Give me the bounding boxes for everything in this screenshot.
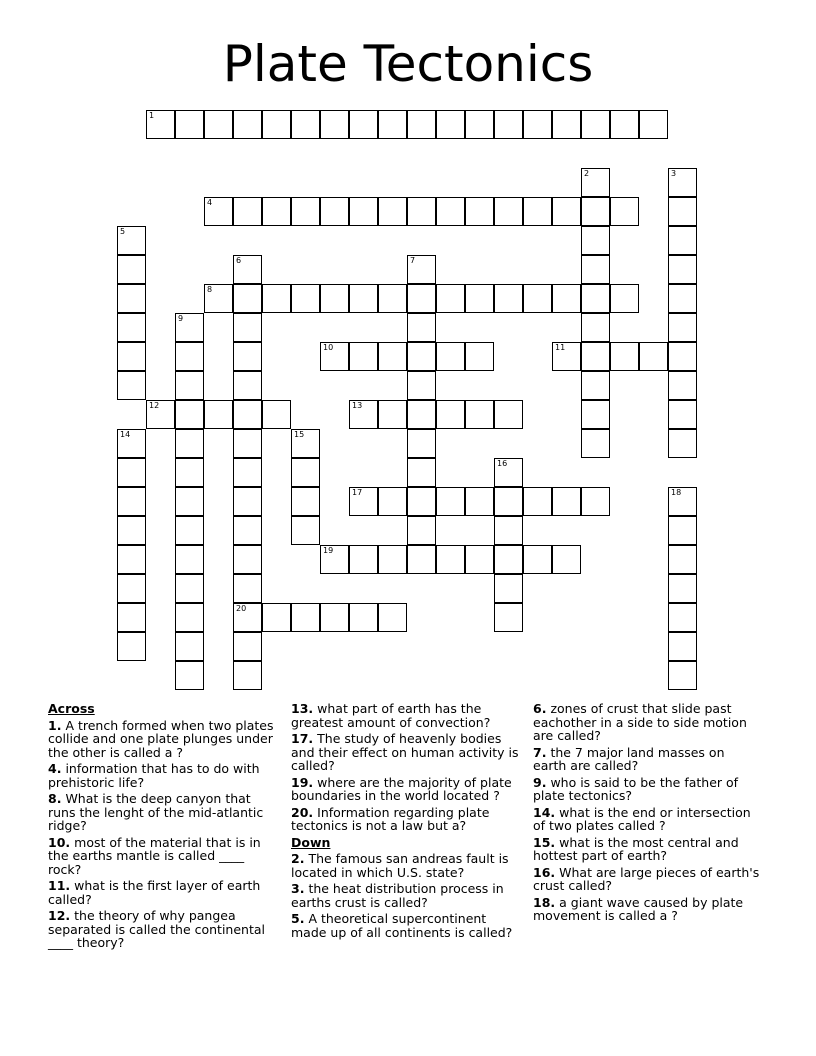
grid-cell[interactable] — [233, 632, 262, 661]
grid-cell[interactable] — [117, 226, 146, 255]
grid-cell[interactable] — [262, 284, 291, 313]
grid-cell[interactable] — [407, 545, 436, 574]
grid-cell[interactable] — [175, 632, 204, 661]
across-clue-8: 8. What is the deep canyon that runs the lenght of the mid-atlantic ridge? — [48, 791, 264, 833]
grid-cell[interactable] — [146, 110, 175, 139]
grid-cell[interactable] — [668, 545, 697, 574]
grid-cell[interactable] — [378, 545, 407, 574]
grid-cell[interactable] — [146, 400, 175, 429]
grid-cell[interactable] — [436, 400, 465, 429]
grid-cell[interactable] — [668, 516, 697, 545]
grid-cell[interactable] — [668, 661, 697, 690]
grid-cell[interactable] — [581, 400, 610, 429]
grid-cell[interactable] — [581, 371, 610, 400]
grid-cell[interactable] — [552, 487, 581, 516]
grid-cell[interactable] — [494, 110, 523, 139]
grid-cell[interactable] — [291, 487, 320, 516]
clue-number: 18 — [671, 488, 682, 497]
grid-cell[interactable] — [175, 516, 204, 545]
grid-cell[interactable] — [378, 197, 407, 226]
grid-cell[interactable] — [117, 255, 146, 284]
clue-number: 10 — [323, 343, 334, 352]
grid-cell[interactable] — [523, 487, 552, 516]
clue-number: 1 — [149, 111, 155, 120]
grid-cell[interactable] — [494, 400, 523, 429]
grid-cell[interactable] — [465, 110, 494, 139]
grid-cell[interactable] — [175, 603, 204, 632]
grid-cell[interactable] — [117, 603, 146, 632]
grid-cell[interactable] — [233, 545, 262, 574]
grid-cell[interactable] — [494, 487, 523, 516]
grid-cell[interactable] — [581, 168, 610, 197]
grid-cell[interactable] — [581, 110, 610, 139]
grid-cell[interactable] — [668, 284, 697, 313]
grid-cell[interactable] — [407, 458, 436, 487]
grid-cell[interactable] — [233, 429, 262, 458]
grid-cell[interactable] — [523, 197, 552, 226]
clue-number: 13 — [352, 401, 363, 410]
grid-cell[interactable] — [233, 313, 262, 342]
clue-number: 2 — [584, 169, 590, 178]
clue-column-1 — [48, 702, 276, 953]
down-clue-9: 9. who is said to be the father of plate tectonics? — [533, 774, 739, 803]
grid-cell[interactable] — [175, 429, 204, 458]
grid-cell[interactable] — [668, 313, 697, 342]
across-clue-17: 17. The study of heavenly bodies and their effect on human activity is called? — [291, 731, 519, 773]
grid-cell[interactable] — [175, 313, 204, 342]
grid-cell[interactable] — [291, 110, 320, 139]
down-clue-18: 18. a giant wave caused by plate movement is called a ? — [533, 894, 744, 923]
down-heading: Down — [291, 834, 331, 850]
clue-number: 20 — [236, 604, 247, 613]
grid-cell[interactable] — [465, 197, 494, 226]
page-title: Plate Tectonics — [222, 35, 594, 93]
across-clue-20: 20. Information regarding plate tectonics is not a law but a? — [291, 804, 490, 833]
clue-number: 12 — [149, 401, 160, 410]
grid-cell[interactable] — [494, 284, 523, 313]
grid-cell[interactable] — [639, 110, 668, 139]
grid-cell[interactable] — [552, 545, 581, 574]
clue-number: 7 — [410, 256, 416, 265]
grid-cell[interactable] — [494, 603, 523, 632]
grid-cell[interactable] — [407, 255, 436, 284]
grid-cell[interactable] — [233, 661, 262, 690]
grid-cell[interactable] — [668, 574, 697, 603]
across-clue-1: 1. A trench formed when two plates collide and one plate plunges under the other is called a ? — [48, 717, 274, 760]
down-clue-2: 2. The famous san andreas fault is located in which U.S. state? — [291, 851, 509, 880]
grid-cell[interactable] — [407, 110, 436, 139]
grid-cell[interactable] — [175, 110, 204, 139]
grid-cell[interactable] — [117, 632, 146, 661]
grid-cell[interactable] — [581, 255, 610, 284]
grid-cell[interactable] — [581, 313, 610, 342]
grid-cell[interactable] — [378, 400, 407, 429]
grid-cell[interactable] — [668, 400, 697, 429]
grid-cell[interactable] — [262, 197, 291, 226]
grid-cell[interactable] — [407, 516, 436, 545]
grid-cell[interactable] — [552, 110, 581, 139]
down-clue-6: 6. zones of crust that slide past eachother in a side to side motion are called? — [533, 701, 747, 743]
grid-cell[interactable] — [436, 284, 465, 313]
grid-cell[interactable] — [378, 603, 407, 632]
grid-cell[interactable] — [581, 487, 610, 516]
grid-cell[interactable] — [349, 284, 378, 313]
grid-cell[interactable] — [581, 226, 610, 255]
grid-cell[interactable] — [494, 545, 523, 574]
grid-cell[interactable] — [407, 429, 436, 458]
grid-cell[interactable] — [117, 516, 146, 545]
down-clue-7: 7. the 7 major land masses on earth are called? — [533, 744, 725, 773]
grid-cell[interactable] — [436, 197, 465, 226]
grid-cell[interactable] — [349, 110, 378, 139]
clue-number: 15 — [294, 430, 305, 439]
clue-number: 8 — [207, 285, 213, 294]
grid-cell[interactable] — [523, 284, 552, 313]
grid-cell[interactable] — [233, 371, 262, 400]
across-heading: Across — [48, 701, 95, 716]
grid-cell[interactable] — [378, 284, 407, 313]
grid-cell[interactable] — [291, 603, 320, 632]
grid-cell[interactable] — [523, 110, 552, 139]
grid-cell[interactable] — [204, 400, 233, 429]
grid-cell[interactable] — [320, 603, 349, 632]
grid-cell[interactable] — [320, 284, 349, 313]
grid-cell[interactable] — [117, 545, 146, 574]
grid-cell[interactable] — [233, 197, 262, 226]
grid-cell[interactable] — [349, 603, 378, 632]
clue-number: 19 — [323, 546, 334, 555]
grid-cell[interactable] — [204, 197, 233, 226]
grid-cell[interactable] — [610, 110, 639, 139]
grid-cell[interactable] — [175, 400, 204, 429]
grid-cell[interactable] — [262, 110, 291, 139]
grid-cell[interactable] — [117, 429, 146, 458]
grid-cell[interactable] — [175, 574, 204, 603]
grid-cell[interactable] — [349, 197, 378, 226]
grid-cell[interactable] — [465, 342, 494, 371]
grid-cell[interactable] — [465, 487, 494, 516]
grid-cell[interactable] — [668, 603, 697, 632]
grid-cell[interactable] — [552, 284, 581, 313]
grid-cell[interactable] — [552, 342, 581, 371]
down-clue-14: 14. what is the end or intersection of two plates called ? — [533, 804, 751, 833]
grid-cell[interactable] — [175, 371, 204, 400]
grid-cell[interactable] — [610, 342, 639, 371]
clue-column-2 — [291, 702, 519, 942]
grid-cell[interactable] — [175, 342, 204, 371]
grid-cell[interactable] — [465, 545, 494, 574]
grid-cell[interactable] — [668, 487, 697, 516]
grid-cell[interactable] — [668, 168, 697, 197]
grid-cell[interactable] — [378, 487, 407, 516]
grid-cell[interactable] — [465, 400, 494, 429]
grid-cell[interactable] — [407, 371, 436, 400]
grid-cell[interactable] — [465, 284, 494, 313]
grid-cell[interactable] — [407, 487, 436, 516]
grid-cell[interactable] — [436, 545, 465, 574]
grid-cell[interactable] — [233, 255, 262, 284]
grid-cell[interactable] — [117, 313, 146, 342]
across-clue-4: 4. information that has to do with prehistoric life? — [48, 761, 260, 790]
grid-cell[interactable] — [581, 284, 610, 313]
grid-cell[interactable] — [378, 342, 407, 371]
grid-cell[interactable] — [233, 342, 262, 371]
across-clue-19: 19. where are the majority of plate boundaries in the world located ? — [291, 774, 512, 803]
grid-cell[interactable] — [349, 545, 378, 574]
grid-cell[interactable] — [291, 197, 320, 226]
across-clue-11: 11. what is the first layer of earth called? — [48, 878, 261, 907]
grid-cell[interactable] — [320, 197, 349, 226]
grid-cell[interactable] — [233, 284, 262, 313]
grid-cell[interactable] — [175, 487, 204, 516]
clue-number: 3 — [671, 169, 677, 178]
grid-cell[interactable] — [552, 197, 581, 226]
grid-cell[interactable] — [407, 313, 436, 342]
grid-cell[interactable] — [117, 458, 146, 487]
clue-number: 11 — [555, 343, 566, 352]
grid-cell[interactable] — [407, 197, 436, 226]
grid-cell[interactable] — [668, 429, 697, 458]
grid-cell[interactable] — [233, 400, 262, 429]
grid-cell[interactable] — [117, 284, 146, 313]
grid-cell[interactable] — [117, 487, 146, 516]
grid-cell[interactable] — [320, 342, 349, 371]
grid-cell[interactable] — [175, 661, 204, 690]
grid-cell[interactable] — [436, 110, 465, 139]
grid-cell[interactable] — [204, 110, 233, 139]
clue-number: 9 — [178, 314, 184, 323]
grid-cell[interactable] — [349, 342, 378, 371]
across-clue-12: 12. the theory of why pangea separated is called the continental ____ theory? — [48, 908, 266, 950]
clue-number: 4 — [207, 198, 213, 207]
grid-cell[interactable] — [378, 110, 407, 139]
grid-cell[interactable] — [175, 545, 204, 574]
grid-cell[interactable] — [262, 400, 291, 429]
clue-number: 6 — [236, 256, 242, 265]
down-clue-5: 5. A theoretical supercontinent made up of all continents is called? — [291, 911, 513, 940]
grid-cell[interactable] — [581, 342, 610, 371]
grid-cell[interactable] — [349, 487, 378, 516]
grid-cell[interactable] — [117, 371, 146, 400]
grid-cell[interactable] — [668, 255, 697, 284]
down-clue-3: 3. the heat distribution process in earths crust is called? — [291, 881, 504, 910]
grid-cell[interactable] — [117, 342, 146, 371]
down-clue-15: 15. what is the most central and hottest part of earth? — [533, 834, 739, 863]
grid-cell[interactable] — [175, 458, 204, 487]
grid-cell[interactable] — [262, 603, 291, 632]
grid-cell[interactable] — [233, 110, 262, 139]
grid-cell[interactable] — [668, 197, 697, 226]
grid-cell[interactable] — [436, 487, 465, 516]
grid-cell[interactable] — [523, 545, 552, 574]
grid-cell[interactable] — [291, 284, 320, 313]
grid-cell[interactable] — [668, 371, 697, 400]
grid-cell[interactable] — [436, 342, 465, 371]
grid-cell[interactable] — [407, 400, 436, 429]
grid-cell[interactable] — [233, 516, 262, 545]
down-clue-16: 16. What are large pieces of earth's crust called? — [533, 864, 760, 893]
clue-number: 16 — [497, 459, 508, 468]
grid-cell[interactable] — [494, 574, 523, 603]
across-clue-10: 10. most of the material that is in the earths mantle is called ____ rock? — [48, 834, 261, 877]
grid-cell[interactable] — [407, 342, 436, 371]
grid-cell[interactable] — [349, 400, 378, 429]
grid-cell[interactable] — [494, 458, 523, 487]
grid-cell[interactable] — [291, 458, 320, 487]
clue-number: 17 — [352, 488, 363, 497]
across-clue-13: 13. what part of earth has the greatest amount of convection? — [291, 701, 491, 730]
grid-cell[interactable] — [233, 574, 262, 603]
grid-cell[interactable] — [610, 284, 639, 313]
grid-cell[interactable] — [320, 545, 349, 574]
grid-cell[interactable] — [233, 603, 262, 632]
grid-cell[interactable] — [204, 284, 233, 313]
grid-cell[interactable] — [668, 226, 697, 255]
grid-cell[interactable] — [407, 284, 436, 313]
grid-cell[interactable] — [668, 342, 697, 371]
grid-cell[interactable] — [117, 574, 146, 603]
grid-cell[interactable] — [291, 429, 320, 458]
grid-cell[interactable] — [581, 429, 610, 458]
clue-number: 14 — [120, 430, 131, 439]
grid-cell[interactable] — [291, 516, 320, 545]
grid-cell[interactable] — [494, 197, 523, 226]
clue-column-3 — [533, 702, 761, 926]
grid-cell[interactable] — [494, 516, 523, 545]
grid-cell[interactable] — [639, 342, 668, 371]
grid-cell[interactable] — [233, 487, 262, 516]
grid-cell[interactable] — [320, 110, 349, 139]
grid-cell[interactable] — [581, 197, 610, 226]
grid-cell[interactable] — [233, 458, 262, 487]
grid-cell[interactable] — [668, 632, 697, 661]
clue-number: 5 — [120, 227, 126, 236]
grid-cell[interactable] — [610, 197, 639, 226]
